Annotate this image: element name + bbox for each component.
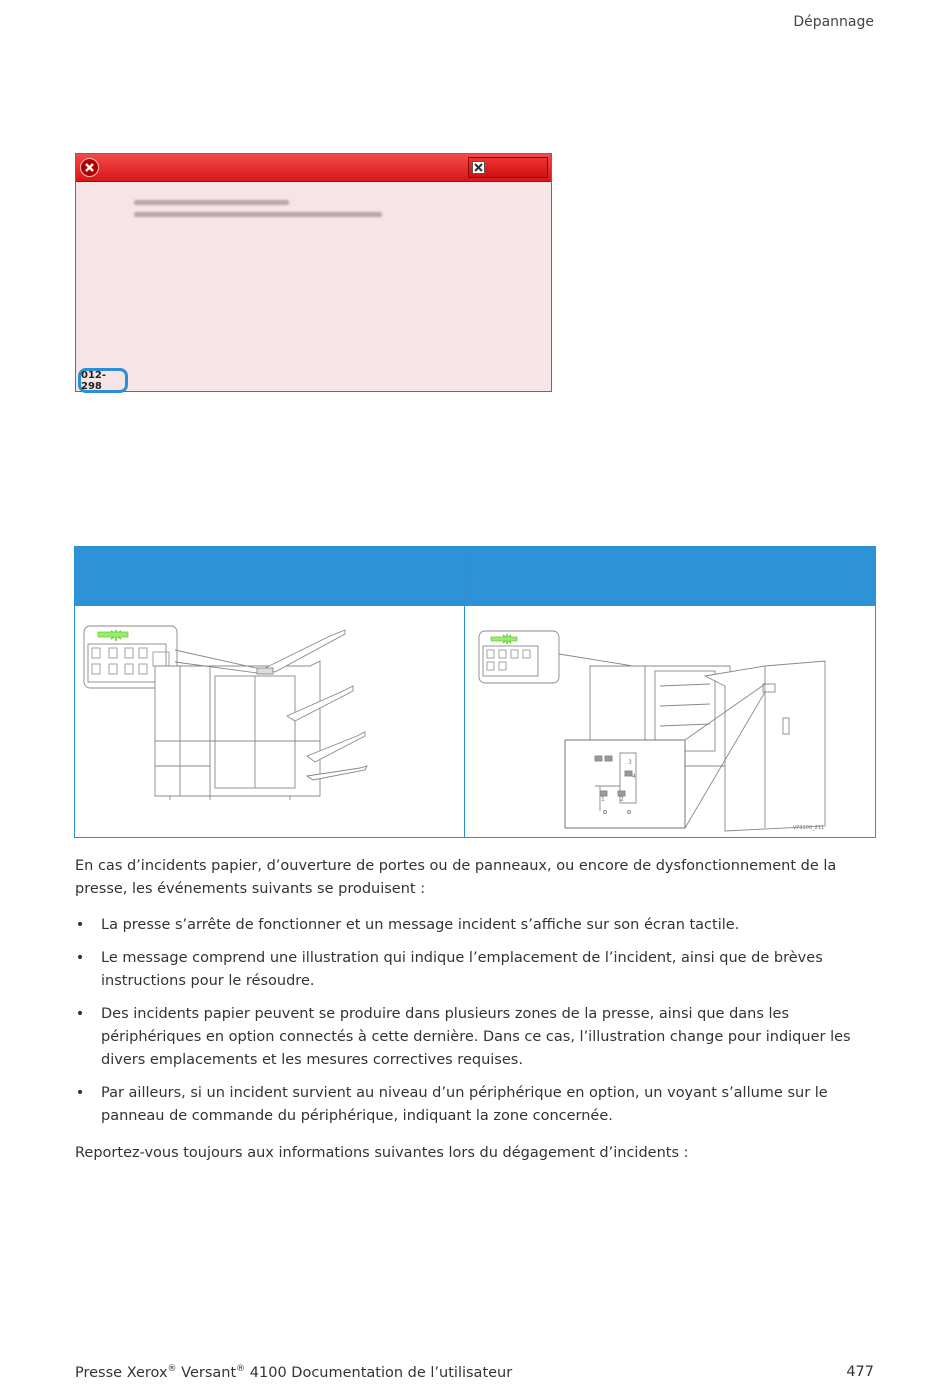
bullet-text: La presse s’arrête de fonctionner et un message incident s’affiche sur son écran tactile.: [101, 917, 740, 933]
list-item: • Par ailleurs, si un incident survient au niveau d’un périphérique en option, un voyant s’allume sur le panneau de commande du périphérique, indiquant la zone concernée.: [75, 1085, 828, 1124]
table-header-left: [75, 547, 464, 606]
inset-label: 2: [620, 796, 624, 803]
closing-paragraph: Reportez-vous toujours aux informations suivantes lors du dégagement d’incidents :: [75, 1145, 689, 1161]
registered-mark: ®: [236, 1364, 246, 1374]
bullet-text: Par ailleurs, si un incident survient au niveau d’un périphérique en option, un voyant s’allume sur le panneau de commande du périphérique, indiquant la zone concernée.: [101, 1085, 828, 1124]
figure-code: VP3100_211: [793, 825, 825, 831]
finisher-illustration: [75, 606, 464, 837]
bullet-text: Des incidents papier peuvent se produire dans plusieurs zones de la presse, ainsi que dans les périphériques en option connectés à cette dernière. Dans ce cas, l’illustration change pour indiquer les divers emplacements et les mesures correctives requises.: [101, 1006, 851, 1068]
fault-code-label: 012-298: [78, 368, 128, 393]
error-icon: [80, 158, 99, 177]
bullet-text: Le message comprend une illustration qui indique l’emplacement de l’incident, ainsi que de brèves instructions pour le résoudre.: [101, 950, 823, 989]
intro-paragraph: En cas d’incidents papier, d’ouverture de portes ou de panneaux, ou encore de dysfonctionnement de la presse, les événements suivants se produisent :: [75, 858, 837, 897]
illustration-table: [74, 546, 876, 838]
close-icon: [472, 161, 485, 174]
footer-doc-title: [75, 1364, 512, 1381]
dialog-title-bar: [76, 154, 551, 182]
running-header: Dépannage: [793, 14, 874, 30]
inset-label: 3: [628, 759, 632, 766]
blurred-message-line: [134, 200, 289, 205]
footer-product: Versant: [181, 1364, 237, 1381]
list-item: • La presse s’arrête de fonctionner et un message incident s’affiche sur son écran tactile.: [75, 917, 740, 933]
table-header-right: [465, 547, 875, 606]
device-illustration: [465, 606, 875, 837]
close-button[interactable]: [468, 157, 548, 178]
bullet-list: [75, 914, 875, 1138]
fault-dialog-screenshot: [75, 153, 552, 392]
inset-label: 4: [632, 773, 636, 780]
page-number: 477: [846, 1364, 874, 1380]
list-item: • Le message comprend une illustration qui indique l’emplacement de l’incident, ainsi que de brèves instructions pour le résoudre.: [75, 950, 823, 989]
footer-brand: Presse Xerox: [75, 1364, 168, 1381]
footer-rest: 4100 Documentation de l’utilisateur: [249, 1364, 513, 1381]
inset-label: 1: [601, 796, 605, 803]
list-item: • Des incidents papier peuvent se produire dans plusieurs zones de la presse, ainsi que dans les périphériques en option connectés à cette dernière. Dans ce cas, l’illustration change pour indiquer les divers emplacements et les mesures correctives requises.: [75, 1006, 851, 1068]
blurred-message-line: [134, 212, 382, 217]
registered-mark: ®: [167, 1364, 177, 1374]
